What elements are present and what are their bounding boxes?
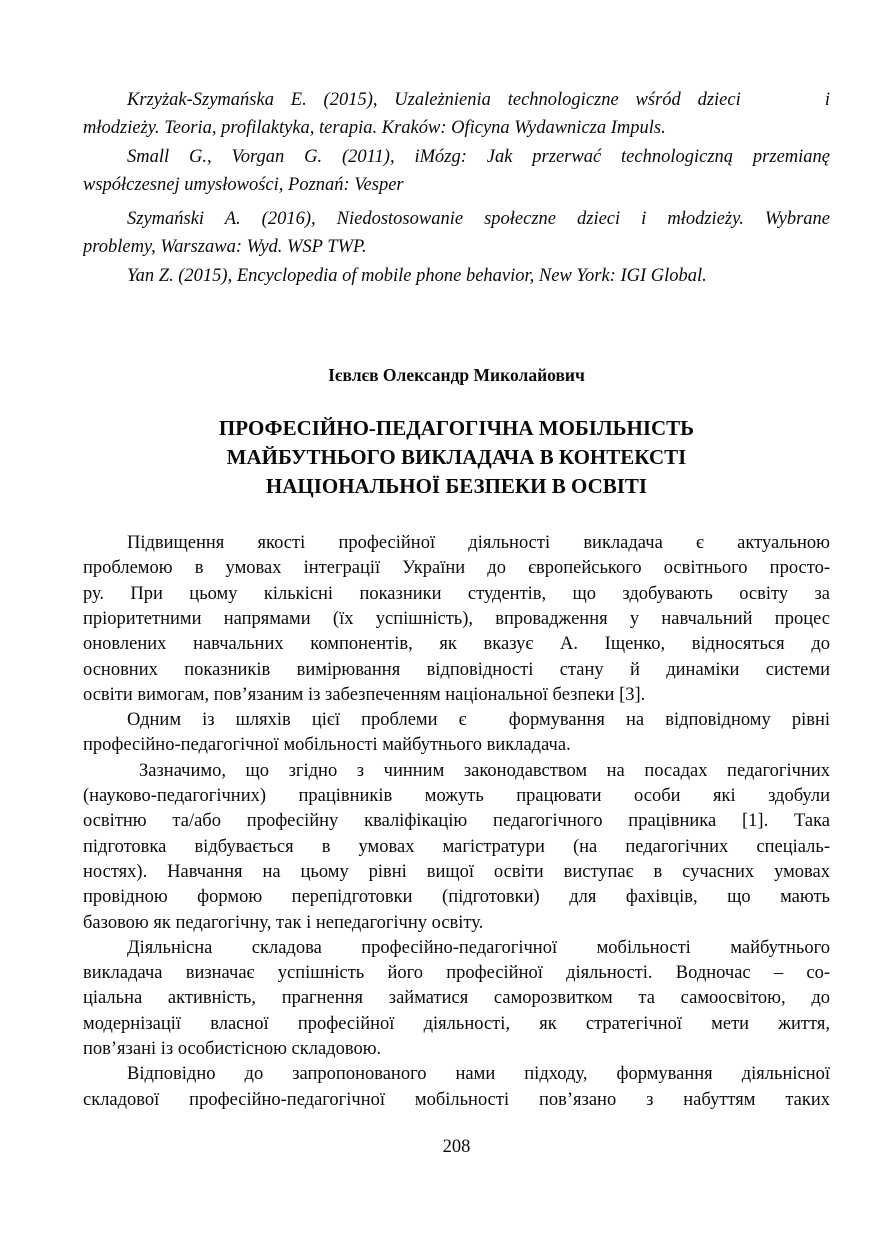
author-name: Ієвлєв Олександр Миколайович — [328, 365, 585, 386]
text-line: Одним із шляхів цієї проблеми є формування на відповідному рівні — [127, 710, 830, 731]
text-line: модернізації власної професійної діяльності, як стратегічної мети життя, — [83, 1013, 830, 1034]
reference-entry — [83, 143, 830, 200]
text-line: основних показників вимірювання відповідності стану й динаміки системи — [83, 659, 830, 680]
reference-entry — [83, 205, 830, 262]
reference-entry — [83, 86, 830, 143]
text-line: викладача визначає успішність його професійної діяльності. Водночас – со- — [83, 963, 830, 984]
body-paragraph — [83, 1062, 830, 1113]
body-paragraph — [83, 936, 830, 1062]
text-line: (науково-педагогічних) працівників можуть працювати особи які здобули — [83, 786, 830, 807]
text-line: освітню та/або професійну кваліфікацію педагогічного працівника [1]. Така — [83, 811, 830, 832]
text-line: пов’язані із особистісною складовою. — [83, 1039, 382, 1060]
text-line: Діяльнісна складова професійно-педагогічної мобільності майбутнього — [127, 937, 830, 958]
body-paragraph — [83, 759, 830, 936]
text-line: Small G., Vorgan G. (2011), iMózg: Jak przerwać technologiczną przemianę — [127, 146, 830, 167]
title-line: МАЙБУТНЬОГО ВИКЛАДАЧА В КОНТЕКСТІ — [226, 445, 687, 470]
text-line: Відповідно до запропонованого нами підходу, формування діяльнісної — [127, 1064, 830, 1085]
title-line: ПРОФЕСІЙНО-ПЕДАГОГІЧНА МОБІЛЬНІСТЬ — [218, 416, 695, 441]
text-line: Yan Z. (2015), Encyclopedia of mobile phone behavior, New York: IGI Global. — [127, 265, 707, 286]
text-line: młodzieży. Teoria, profilaktyka, terapia. Kraków: Oficyna Wydawnicza Impuls. — [83, 118, 666, 139]
text-line: базовою як педагогічну, так і непедагогічну освіту. — [83, 912, 484, 933]
text-line: Зазначимо, що згідно з чинним законодавством на посадах педагогічних — [139, 760, 830, 781]
body-paragraph — [83, 708, 830, 759]
article-title — [83, 414, 830, 501]
text-line: Krzyżak-Szymańska E. (2015), Uzależnienia technologiczne wśród dzieci i — [127, 90, 830, 110]
text-line: Підвищення якості професійної діяльності викладача є актуальною — [127, 533, 830, 554]
text-line: підготовка відбувається в умовах магістратури (на педагогічних спеціаль- — [83, 836, 830, 857]
text-line: провідною формою перепідготовки (підготовки) для фахівців, що мають — [83, 887, 830, 908]
text-line: оновлених навчальних компонентів, як вказує А. Іщенко, відносяться до — [83, 634, 830, 655]
article-body — [83, 531, 830, 1113]
page-number: 208 — [442, 1136, 471, 1157]
title-line: НАЦІОНАЛЬНОЇ БЕЗПЕКИ В ОСВІТІ — [265, 474, 648, 499]
text-line: problemy, Warszawa: Wyd. WSP TWP. — [83, 237, 367, 258]
text-line: проблемою в умовах інтеграції України до європейського освітнього просто- — [83, 558, 830, 579]
body-paragraph — [83, 531, 830, 708]
text-line: складової професійно-педагогічної мобільності пов’язано з набуттям таких — [83, 1089, 830, 1110]
text-line: ціальна активність, прагнення займатися саморозвитком та самоосвітою, до — [83, 988, 830, 1009]
reference-entry — [83, 262, 830, 290]
text-line: ру. При цьому кількісні показники студентів, що здобувають освіту за — [83, 583, 830, 604]
text-line: Szymański A. (2016), Niedostosowanie społeczne dzieci i młodzieży. Wybrane — [127, 209, 830, 230]
text-line: освіти вимогам, пов’язаним із забезпеченням національної безпеки [3]. — [83, 684, 646, 705]
text-line: ностях). Навчання на цьому рівні вищої освіти виступає в сучасних умовах — [83, 861, 830, 882]
references-section — [83, 86, 830, 290]
text-line: пріоритетними напрямами (їх успішність), впровадження у навчальний процес — [83, 608, 830, 629]
text-line: współczesnej umysłowości, Poznań: Vesper — [83, 174, 404, 195]
text-line: професійно-педагогічної мобільності майбутнього викладача. — [83, 735, 571, 756]
